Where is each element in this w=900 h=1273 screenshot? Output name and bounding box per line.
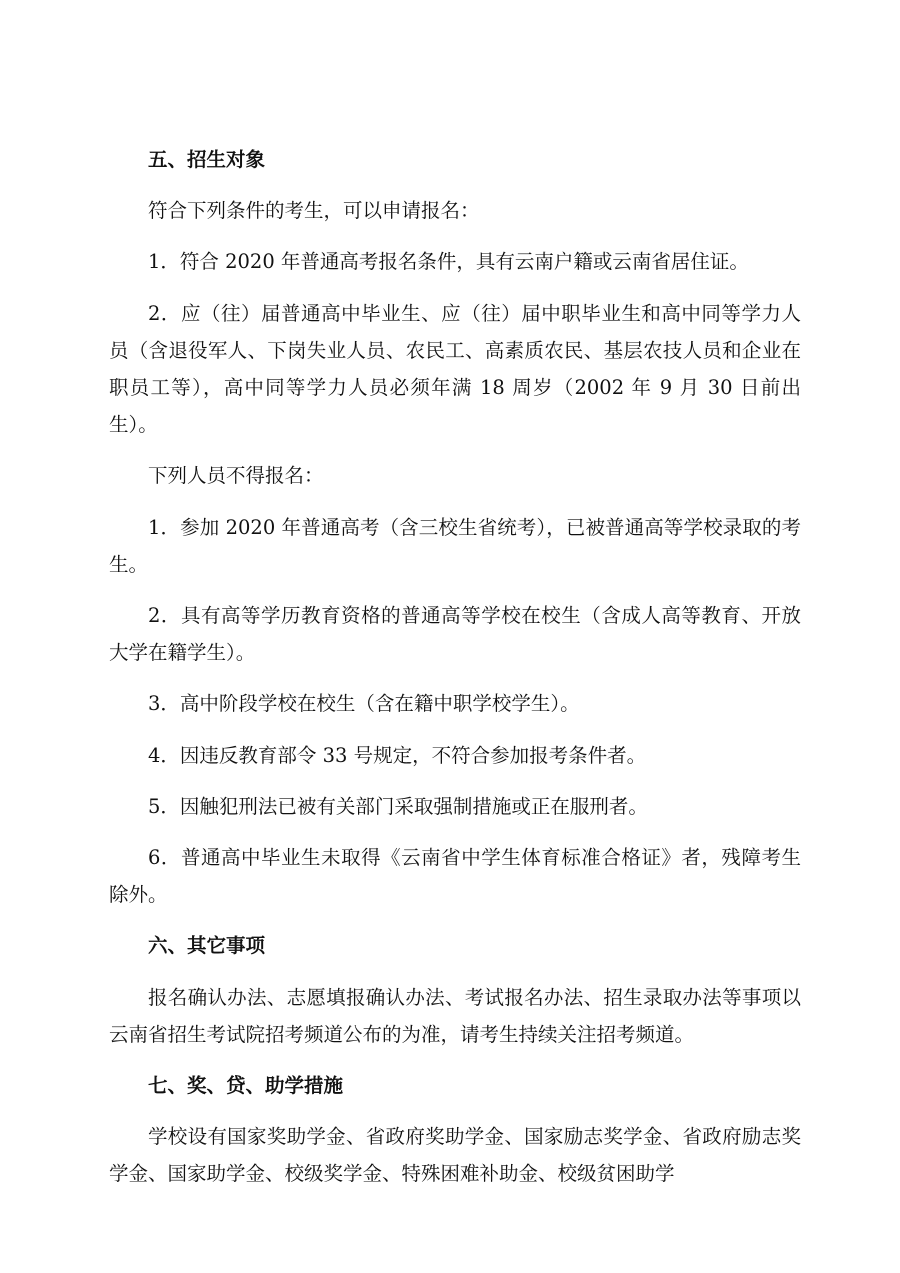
paragraph: 4．因违反教育部令 33 号规定，不符合参加报考条件者。 — [148, 743, 647, 767]
section-heading: 七、奖、贷、助学措施 — [148, 1074, 344, 1098]
paragraph: 1．参加 2020 年普通高考（含三校生省统考），已被普通高等学校录取的考生。 — [109, 515, 801, 576]
paragraph: 下列人员不得报名： — [148, 464, 324, 488]
paragraph: 2．应（往）届普通高中毕业生、应（往）届中职毕业生和高中同等学力人员（含退役军人、下岗失业人员、农民工、高素质农民、基层农技人员和企业在职员工等），高中同等学力人员必须年满 18 周岁（2002 年 9 月 30 日前出生）。 — [109, 301, 801, 437]
document-body — [109, 141, 801, 1207]
paragraph: 学校设有国家奖助学金、省政府奖助学金、国家励志奖学金、省政府励志奖学金、国家助学金、校级奖学金、特殊困难补助金、校级贫困助学 — [109, 1125, 801, 1186]
section-heading: 五、招生对象 — [148, 148, 266, 171]
paragraph: 1．符合 2020 年普通高考报名条件，具有云南户籍或云南省居住证。 — [148, 250, 749, 274]
paragraph: 5．因触犯刑法已被有关部门采取强制措施或正在服刑者。 — [148, 794, 648, 818]
paragraph: 符合下列条件的考生，可以申请报名： — [148, 199, 480, 223]
paragraph: 6．普通高中毕业生未取得《云南省中学生体育标准合格证》者，残障考生除外。 — [109, 846, 801, 907]
paragraph: 3．高中阶段学校在校生（含在籍中职学校学生）。 — [148, 692, 580, 716]
paragraph: 报名确认办法、志愿填报确认办法、考试报名办法、招生录取办法等事项以云南省招生考试院招考频道公布的为准，请考生持续关注招考频道。 — [109, 985, 801, 1046]
section-heading: 六、其它事项 — [148, 934, 266, 958]
paragraph: 2．具有高等学历教育资格的普通高等学校在校生（含成人高等教育、开放大学在籍学生）。 — [109, 604, 801, 665]
